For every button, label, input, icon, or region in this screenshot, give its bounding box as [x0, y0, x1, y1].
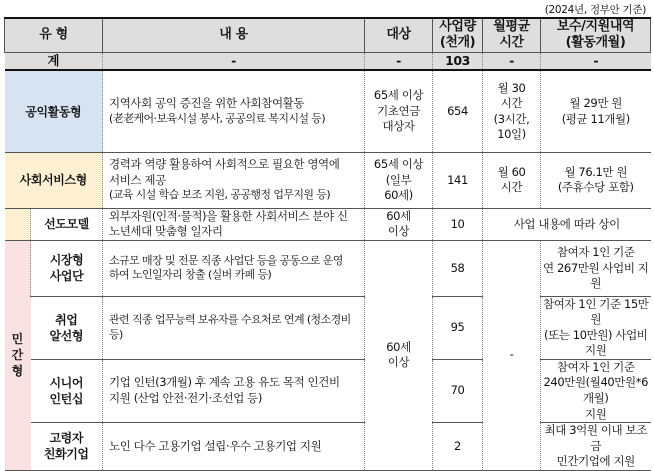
pay-pilot: 사업 내용에 따라 상이 — [483, 208, 651, 240]
header-target: 대상 — [365, 18, 433, 52]
count-placement: 95 — [433, 296, 483, 359]
content-social: 경력과 역량 활용하여 사회적으로 필요한 영역에 서비스 제공 (교육 시설 학습 보조 지원, 공공행정 업무지원 등) — [103, 152, 365, 208]
pay-social: 월 76.1만 원 (주휴수당 포함) — [541, 152, 651, 208]
table-row — [5, 70, 651, 152]
target-social: 65세 이상 (일부 60세) — [365, 152, 433, 208]
total-row — [5, 52, 651, 70]
table-row — [5, 423, 651, 471]
hours-social: 월 60 시간 — [483, 152, 541, 208]
content-elderly: 노인 다수 고용기업 설립·우수 고용기업 지원 — [103, 423, 365, 471]
target-public: 65세 이상 기초연금 대상자 — [365, 70, 433, 152]
type-pilot: 선도모델 — [31, 208, 103, 240]
table-row — [5, 240, 651, 296]
content-market: 소규모 매장 및 전문 직종 사업단 등을 공동으로 운영 하여 노인일자리 창출 (실버 카페 등) — [103, 240, 365, 296]
target-civil: 60세 이상 — [365, 240, 433, 470]
total-hours: - — [483, 52, 541, 70]
count-pilot: 10 — [433, 208, 483, 240]
count-market: 58 — [433, 240, 483, 296]
type-civil: 민 간 형 — [5, 240, 31, 470]
type-market: 시장형 사업단 — [31, 240, 103, 296]
header-content: 내 용 — [103, 18, 365, 52]
type-public: 공익활동형 — [5, 70, 103, 152]
pay-elderly: 최대 3억원 이내 보조금 민간기업에 지원 — [541, 423, 651, 471]
table-row — [5, 152, 651, 208]
total-target: - — [365, 52, 433, 70]
type-elderly: 고령자 친화기업 — [31, 423, 103, 471]
total-count: 103 — [433, 52, 483, 70]
pay-public: 월 29만 원 (평균 11개월) — [541, 70, 651, 152]
header-type: 유 형 — [5, 18, 103, 52]
target-pilot: 60세 이상 — [365, 208, 433, 240]
table-row — [5, 208, 651, 240]
type-pilot-indent — [5, 208, 31, 240]
standard-note: (2024년, 정부안 기준) — [544, 4, 646, 16]
total-content: - — [103, 52, 365, 70]
header-row — [5, 18, 651, 52]
pay-market: 참여자 1인 기준 연 267만원 사업비 지원 — [541, 240, 651, 296]
type-social: 사회서비스형 — [5, 152, 103, 208]
total-pay: - — [541, 52, 651, 70]
content-placement: 관련 직종 업무능력 보유자를 수요처로 연계 (청소경비 등) — [103, 296, 365, 359]
count-social: 141 — [433, 152, 483, 208]
header-count: 사업량 (천개) — [433, 18, 483, 52]
pay-intern: 참여자 1인 기준 240만원(월40만원*6개월) 지원 — [541, 359, 651, 422]
header-pay: 보수/지원내역 (활동개월) — [541, 18, 651, 52]
hours-public: 월 30 시간 (3시간, 10일) — [483, 70, 541, 152]
content-pilot: 외부자원(인적·물적)을 활용한 사회서비스 분야 신 노년세대 맞춤형 일자리 — [103, 208, 365, 240]
hours-civil: - — [483, 240, 541, 470]
count-elderly: 2 — [433, 423, 483, 471]
count-public: 654 — [433, 70, 483, 152]
total-label: 계 — [5, 52, 103, 70]
senior-jobs-table — [4, 17, 651, 471]
header-hours: 월평균 시간 — [483, 18, 541, 52]
table-row — [5, 296, 651, 359]
table-row — [5, 359, 651, 422]
count-intern: 70 — [433, 359, 483, 422]
content-intern: 기업 인턴(3개월) 후 계속 고용 유도 목적 인건비 지원 (산업 안전·전기·조선업 등) — [103, 359, 365, 422]
pay-placement: 참여자 1인 기준 15만원 (또는 10만원) 사업비 지원 — [541, 296, 651, 359]
content-public: 지역사회 공익 증진을 위한 사회참여활동 (老老케어·보육시설 봉사, 공공의료 복지시설 등) — [103, 70, 365, 152]
type-placement: 취업 알선형 — [31, 296, 103, 359]
type-intern: 시니어 인턴십 — [31, 359, 103, 422]
